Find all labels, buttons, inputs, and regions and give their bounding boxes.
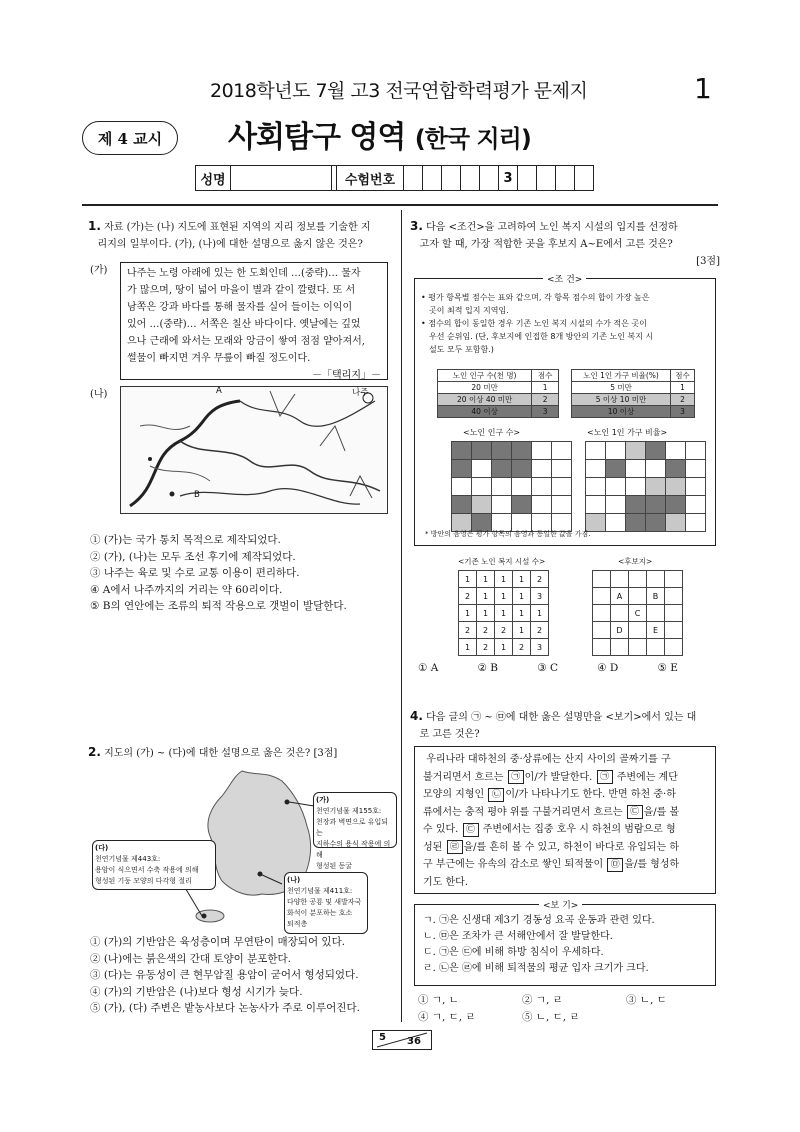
grid-single-ratio <box>585 441 706 532</box>
blank-4: ㉣ <box>447 840 463 854</box>
exam-no-cell <box>423 166 442 190</box>
bogi-item: ㄱ. ㉠은 신생대 제3기 경동성 요곡 운동과 관련 있다. <box>423 915 655 926</box>
grid-cell <box>629 639 647 656</box>
page-total: 36 <box>407 1036 421 1047</box>
grid-cell: D <box>611 622 629 639</box>
grid-cell: 2 <box>477 622 495 639</box>
exam-title: 2018학년도 7월 고3 전국연합학력평가 문제지 <box>210 80 588 102</box>
grid-cell <box>606 514 626 532</box>
grid-cell <box>666 442 686 460</box>
score-table-population: 노인 인구 수(천 명) 점수 20 미만 1 20 이상 40 미만 2 40 이상 3 <box>437 369 559 418</box>
q3-option[interactable]: ② B <box>477 662 498 674</box>
grid-cell <box>586 478 606 496</box>
grid-cell <box>552 460 572 478</box>
grid-cell <box>626 496 646 514</box>
map-label-b: B <box>194 490 200 500</box>
grid-cell <box>512 442 532 460</box>
grid-cell: 2 <box>459 588 477 605</box>
grid-cell <box>606 496 626 514</box>
grid-cell <box>686 478 706 496</box>
grid-cell <box>512 496 532 514</box>
bogi-item: ㄹ. ㉡은 ㉣에 비해 퇴적물의 평균 입자 크기가 크다. <box>423 963 649 974</box>
grid-cell <box>647 639 665 656</box>
grid-cell <box>532 460 552 478</box>
bogi-title: <보 기> <box>539 898 582 914</box>
session-badge: 제 4 교시 <box>82 121 178 155</box>
grid-cell <box>629 571 647 588</box>
grid-cell: C <box>629 605 647 622</box>
grid-cell: 2 <box>477 639 495 656</box>
grid-cell: 1 <box>459 571 477 588</box>
q1-old-map <box>120 386 388 514</box>
grid-cell <box>626 478 646 496</box>
exam-no-cell <box>518 166 537 190</box>
grid-cell <box>665 639 683 656</box>
grid-cell <box>686 496 706 514</box>
grid-cell <box>611 639 629 656</box>
grid-cell <box>593 622 611 639</box>
q3-stem: 3. 다음 <조건>을 고려하여 노인 복지 시설의 입지를 선정하 고자 할 때, 가장 적합한 곳을 후보지 A~E에서 고른 것은? [3점] <box>410 218 720 270</box>
grid-cell <box>586 442 606 460</box>
q1-stem: 1. 자료 (가)는 (나) 지도에 표현된 지역의 지리 정보를 기술한 지 리지의 일부이다. (가), (나)에 대한 설명으로 옳지 않은 것은? <box>88 219 371 250</box>
exam-no-label: 수험번호 <box>337 166 404 190</box>
grid-cell <box>593 571 611 588</box>
name-label: 성명 <box>196 166 231 190</box>
grid-cell <box>606 460 626 478</box>
page-number: 1 <box>694 72 712 105</box>
map-label-a: A <box>216 386 222 396</box>
grid-cell <box>646 496 666 514</box>
grid-cell <box>512 478 532 496</box>
grid-cell <box>611 571 629 588</box>
grid-cell <box>472 496 492 514</box>
grid-cell <box>647 571 665 588</box>
q4-number: 4. <box>410 709 423 723</box>
grid-cell <box>606 478 626 496</box>
q2-option[interactable]: ② (나)에는 붉은색의 간대 토양이 분포한다. <box>90 952 292 965</box>
blank-3: ㉢ <box>627 805 643 819</box>
grid-cell <box>666 496 686 514</box>
grid-cell <box>606 442 626 460</box>
cand-title: <후보지> <box>618 557 653 566</box>
q4-options <box>418 992 718 1025</box>
q3-points: [3점] <box>696 256 720 267</box>
q3-condition-box <box>414 275 716 546</box>
grid-cell <box>629 622 647 639</box>
map-label-naju: 나주 <box>352 388 369 398</box>
q3-option[interactable]: ⑤ E <box>657 662 678 674</box>
q4-bogi-box <box>414 901 716 986</box>
grid-cell <box>586 460 606 478</box>
grid-cell: 1 <box>477 605 495 622</box>
q4-passage-box: 우리나라 대하천의 중·상류에는 산지 사이의 골짜기를 구 불거리면서 흐르는 ㉠ 이/가 발달한다. ㉠ 주변에는 계단 모양의 지형인 ㉡ 이/가 나타나기도 한다. 반면 하천 중·하 류에서는 충적 평야 위를 구불거리면서 흐르는 ㉢ 을/를 볼 수 있다. ㉢ 주변에서는 집중 호우 시 하천의 범람으로 형 성된 ㉣ 을/를 흔히 볼 수 있고, 하천이 바다로 유입되는 하 구 부근에는 유속의 감소로 쌓인 퇴적물이 ㉤ 을/를 형성하 기도 한다. <box>414 746 716 894</box>
candidate-grid <box>592 570 683 656</box>
exam-no-cell <box>442 166 461 190</box>
q4-option[interactable]: ③ ㄴ, ㄷ <box>626 994 667 1006</box>
cond-text: • 평가 항목별 점수는 표와 같으며, 각 항목 점수의 합이 가장 높은 곳이 최적 입지 지역임. • 점수의 합이 동일한 경우 기존 노인 복지 시설의 수가 적은 곳이 우선 순위임. (단, 후보지에 인접한 8개 방안의 기존 노인 복지 시 설도 모두 포함함.) <box>421 293 654 354</box>
grid-cell: 2 <box>459 622 477 639</box>
blank-1: ㉠ <box>597 770 613 784</box>
q3-option[interactable]: ③ C <box>537 662 558 674</box>
q1-options <box>90 532 390 615</box>
q1-label-na: (나) <box>90 389 108 400</box>
q4-option[interactable]: ⑤ ㄴ, ㄷ, ㄹ <box>522 1010 580 1023</box>
q1-option[interactable]: ③ 나주는 육로 및 수로 교통 이용이 편리하다. <box>90 567 300 579</box>
blank-1: ㉠ <box>508 770 524 784</box>
q1-number: 1. <box>88 219 101 233</box>
grid-cell <box>626 442 646 460</box>
q2-callout-da: (다) 천연기념물 제443호: 용암이 식으면서 수축 작용에 의해 형성된 기둥 모양의 다각형 절리 <box>92 840 216 890</box>
grid-cell <box>626 514 646 532</box>
grid-cell <box>492 460 512 478</box>
existing-facilities-grid <box>458 570 549 656</box>
grid-cell <box>452 442 472 460</box>
name-field[interactable] <box>231 166 332 190</box>
grid-cell <box>646 460 666 478</box>
grid-cell <box>593 588 611 605</box>
grid2-title: <노인 1인 가구 비율> <box>587 428 668 437</box>
exam-no-cell <box>537 166 556 190</box>
grid-cell <box>552 442 572 460</box>
grid-cell <box>665 622 683 639</box>
grid-cell <box>492 478 512 496</box>
q3-option[interactable]: ④ D <box>597 662 619 674</box>
grid-cell <box>593 605 611 622</box>
grid-cell <box>492 442 512 460</box>
grid-cell <box>532 496 552 514</box>
grid-cell: A <box>611 588 629 605</box>
grid-cell: 2 <box>531 622 549 639</box>
grid-cell <box>552 478 572 496</box>
grid-cell <box>665 605 683 622</box>
grid-cell: 1 <box>477 588 495 605</box>
grid-cell: 1 <box>495 588 513 605</box>
grid-cell <box>532 442 552 460</box>
grid-cell: 1 <box>495 639 513 656</box>
grid-cell: 1 <box>513 605 531 622</box>
page-current: 5 <box>379 1032 386 1043</box>
q1-option[interactable]: ⑤ B의 연안에는 조류의 퇴적 작용으로 갯벌이 발달한다. <box>90 600 347 612</box>
grid-cell <box>452 478 472 496</box>
q2-callout-na: (나) 천연기념물 제411호: 다양한 공룡 및 새발자국 화석이 분포하는 호소 퇴적층 <box>284 872 368 934</box>
grid-cell <box>472 442 492 460</box>
grid-cell <box>512 460 532 478</box>
q2-options <box>90 934 395 1017</box>
exist-title: <기존 노인 복지 시설 수> <box>458 557 546 566</box>
exam-no-digit: 3 <box>499 166 518 190</box>
q1-option[interactable]: ④ A에서 나주까지의 거리는 약 60리이다. <box>90 583 283 596</box>
grid-cell <box>666 478 686 496</box>
grid-cell: 1 <box>513 571 531 588</box>
grid-cell: 3 <box>531 588 549 605</box>
id-table <box>195 165 594 191</box>
q4-stem: 4. 다음 글의 ㉠ ~ ㉤에 대한 옳은 설명만을 <보기>에서 있는 대 로 고른 것은? <box>410 709 697 740</box>
grid-cell: 1 <box>513 622 531 639</box>
q2-number: 2. <box>88 745 101 759</box>
grid-cell: 3 <box>531 639 549 656</box>
q4-option[interactable]: ④ ㄱ, ㄷ, ㄹ <box>418 1010 476 1023</box>
grid-cell <box>586 496 606 514</box>
q2-option[interactable]: ⑤ (가), (다) 주변은 밭농사보다 논농사가 주로 이루어진다. <box>90 1002 360 1014</box>
grid-cell: 1 <box>513 588 531 605</box>
grid-cell <box>665 571 683 588</box>
bogi-item: ㄷ. ㉠은 ㉢에 비해 하방 침식이 우세하다. <box>423 947 604 958</box>
grid1-title: <노인 인구 수> <box>463 428 521 437</box>
grid-cell: 2 <box>531 571 549 588</box>
grid-cell <box>472 478 492 496</box>
grid-cell <box>666 460 686 478</box>
grid-cell <box>452 460 472 478</box>
grid-cell: 1 <box>495 605 513 622</box>
cond-title: <조 건> <box>543 272 586 285</box>
q1-source: －「택리지」－ <box>312 370 381 381</box>
grid-cell <box>492 496 512 514</box>
column-divider <box>401 210 402 1022</box>
page-indicator <box>372 1030 432 1050</box>
q1-text-box: 나주는 노령 아래에 있는 한 도회인데 …(중략)… 물자 가 많으며, 땅이 넓어 마을이 별과 같이 깔렸다. 또 서 남쪽은 강과 바다를 통해 물자를 실어 들이는 이익이 있어 …(중략)… 서쪽은 칠산 바다이다. 옛날에는 깊었 으나 근래에 와서는 모래와 앙금이 쌓여 점점 얕아져서, 썰물이 빠지면 겨우 무릎이 빠질 정도이다. －「택리지」－ <box>120 262 388 380</box>
grid-cell <box>626 460 646 478</box>
q2-option[interactable]: ④ (가)의 기반암은 (나)보다 형성 시기가 늦다. <box>90 985 303 998</box>
grid-cell <box>686 442 706 460</box>
grid-cell: 1 <box>477 571 495 588</box>
subject-main: 사회탐구 영역 <box>228 120 406 155</box>
grid-cell <box>686 514 706 532</box>
exam-no-cell <box>556 166 575 190</box>
grid-cell <box>629 588 647 605</box>
q3-option[interactable]: ① A <box>418 662 439 674</box>
subject-title <box>228 112 531 156</box>
grid-cell <box>472 460 492 478</box>
q3-number: 3. <box>410 219 423 233</box>
grid-cell: 1 <box>495 571 513 588</box>
blank-5: ㉤ <box>607 858 623 872</box>
grid-cell <box>532 478 552 496</box>
grid-cell <box>593 639 611 656</box>
q1-option[interactable]: ① (가)는 국가 통치 목적으로 제작되었다. <box>90 534 281 546</box>
q4-option[interactable]: ② ㄱ, ㄹ <box>522 994 563 1006</box>
exam-no-cell <box>575 166 593 190</box>
exam-no-cell <box>480 166 499 190</box>
grid-cell <box>452 496 472 514</box>
grid-cell: 1 <box>459 639 477 656</box>
grid-cell <box>552 496 572 514</box>
exam-no-cell <box>404 166 423 190</box>
q4-option[interactable]: ① ㄱ, ㄴ <box>418 994 459 1006</box>
q2-callout-ga: (가) 천연기념물 제155호: 천장과 벽면으로 유입되는 지하수의 용식 작용에 의해 형성된 동굴 <box>313 792 397 848</box>
q1-option[interactable]: ② (가), (나)는 모두 조선 후기에 제작되었다. <box>90 550 296 563</box>
grid-cell <box>665 588 683 605</box>
grid-population <box>451 441 572 532</box>
grid-cell: 2 <box>513 639 531 656</box>
q3-options <box>418 660 718 677</box>
grid-cell <box>646 478 666 496</box>
grid-cell: E <box>647 622 665 639</box>
q1-label-ga: (가) <box>90 265 108 276</box>
q2-option[interactable]: ③ (다)는 유동성이 큰 현무암질 용암이 굳어서 형성되었다. <box>90 969 359 981</box>
grid-cell <box>666 514 686 532</box>
bogi-item: ㄴ. ㉤은 조차가 큰 서해안에서 잘 발달한다. <box>423 931 613 942</box>
grid-cell <box>686 460 706 478</box>
old-map-image <box>120 386 388 514</box>
exam-no-cell <box>461 166 480 190</box>
grid-cell: 1 <box>459 605 477 622</box>
subject-sub: (한국 지리) <box>414 125 531 153</box>
blank-3: ㉢ <box>463 823 479 837</box>
grid-cell <box>646 514 666 532</box>
grid-cell: B <box>647 588 665 605</box>
grid-note: * 방안의 음영은 평가 항목의 음영과 동일한 값을 가짐. <box>425 530 591 538</box>
grid-cell: 1 <box>531 605 549 622</box>
grid-cell: 2 <box>495 622 513 639</box>
grid-cell <box>646 442 666 460</box>
blank-2: ㉡ <box>488 788 504 802</box>
grid-cell <box>647 605 665 622</box>
q2-stem: 2. 지도의 (가) ~ (다)에 대한 설명으로 옳은 것은? [3점] <box>88 745 338 759</box>
score-table-single: 노인 1인 가구 비율(%) 점수 5 미만 1 5 이상 10 미만 2 10 이상 3 <box>571 369 695 418</box>
header-rule <box>82 204 718 206</box>
q2-option[interactable]: ① (가)의 기반암은 육성층이며 무연탄이 매장되어 있다. <box>90 936 346 948</box>
grid-cell <box>611 605 629 622</box>
